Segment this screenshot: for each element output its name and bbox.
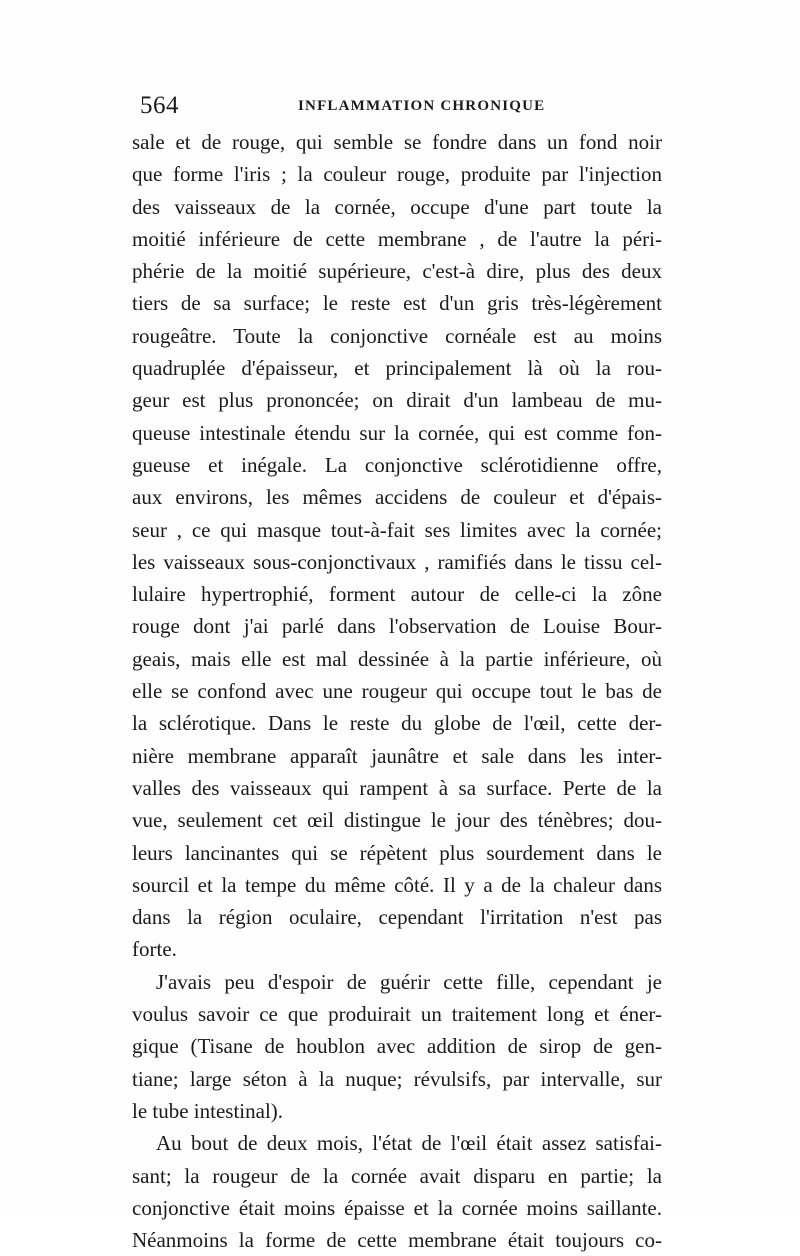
text-line: rougeâtre. Toute la conjonctive cornéale est au moins: [132, 323, 662, 348]
body-text: [132, 126, 662, 1256]
text-line: les vaisseaux sous-conjonctivaux , ramifiés dans le tissu cel-: [132, 549, 662, 574]
text-line: leurs lancinantes qui se répètent plus sourdement dans le: [132, 840, 662, 865]
text-line: tiane; large séton à la nuque; révulsifs, par intervalle, sur: [132, 1066, 662, 1091]
text-line: nière membrane apparaît jaunâtre et sale dans les inter-: [132, 743, 662, 768]
text-line: rouge dont j'ai parlé dans l'observation de Louise Bour-: [132, 614, 662, 639]
page-number: 564: [140, 92, 179, 119]
text-line: moitié inférieure de cette membrane , de l'autre la péri-: [132, 226, 662, 251]
text-line: sant; la rougeur de la cornée avait disparu en partie; la: [132, 1163, 662, 1188]
text-line: des vaisseaux de la cornée, occupe d'une part toute la: [132, 194, 662, 219]
text-line: Néanmoins la forme de cette membrane était toujours co-: [132, 1228, 662, 1253]
text-line: J'avais peu d'espoir de guérir cette fille, cependant je: [156, 969, 662, 994]
text-line: gique (Tisane de houblon avec addition de sirop de gen-: [132, 1034, 662, 1059]
text-line: geur est plus prononcée; on dirait d'un lambeau de mu-: [132, 388, 662, 413]
text-line: la sclérotique. Dans le reste du globe de l'œil, cette der-: [132, 711, 662, 736]
text-line: conjonctive était moins épaisse et la cornée moins saillante.: [132, 1195, 662, 1220]
text-line: gueuse et inégale. La conjonctive sclérotidienne offre,: [132, 452, 662, 477]
text-line: queuse intestinale étendu sur la cornée, qui est comme fon-: [132, 420, 662, 445]
text-line: forte.: [132, 937, 177, 962]
text-line: elle se confond avec une rougeur qui occupe tout le bas de: [132, 679, 662, 704]
text-line: vue, seulement cet œil distingue le jour des ténèbres; dou-: [132, 808, 662, 833]
running-title: INFLAMMATION CHRONIQUE: [298, 98, 546, 114]
text-line: sourcil et la tempe du même côté. Il y a de la chaleur dans: [132, 872, 662, 897]
text-line: tiers de sa surface; le reste est d'un gris très-légèrement: [132, 291, 662, 316]
running-head: [128, 92, 658, 122]
text-line: seur , ce qui masque tout-à-fait ses limites avec la cornée;: [132, 517, 662, 542]
text-line: Au bout de deux mois, l'état de l'œil était assez satisfai-: [156, 1131, 662, 1156]
text-line: le tube intestinal).: [132, 1098, 284, 1123]
text-line: dans la région oculaire, cependant l'irritation n'est pas: [132, 905, 662, 930]
text-line: que forme l'iris ; la couleur rouge, produite par l'injection: [132, 162, 662, 187]
text-line: aux environs, les mêmes accidens de couleur et d'épais-: [132, 485, 662, 510]
text-line: geais, mais elle est mal dessinée à la partie inférieure, où: [132, 646, 662, 671]
text-line: valles des vaisseaux qui rampent à sa surface. Perte de la: [132, 775, 662, 800]
text-line: sale et de rouge, qui semble se fondre dans un fond noir: [132, 130, 662, 154]
text-line: lulaire hypertrophié, forment autour de celle-ci la zône: [132, 582, 662, 607]
text-line: quadruplée d'épaisseur, et principalement là où la rou-: [132, 356, 662, 381]
text-line: phérie de la moitié supérieure, c'est-à dire, plus des deux: [132, 259, 662, 284]
text-line: voulus savoir ce que produirait un traitement long et éner-: [132, 1002, 662, 1027]
